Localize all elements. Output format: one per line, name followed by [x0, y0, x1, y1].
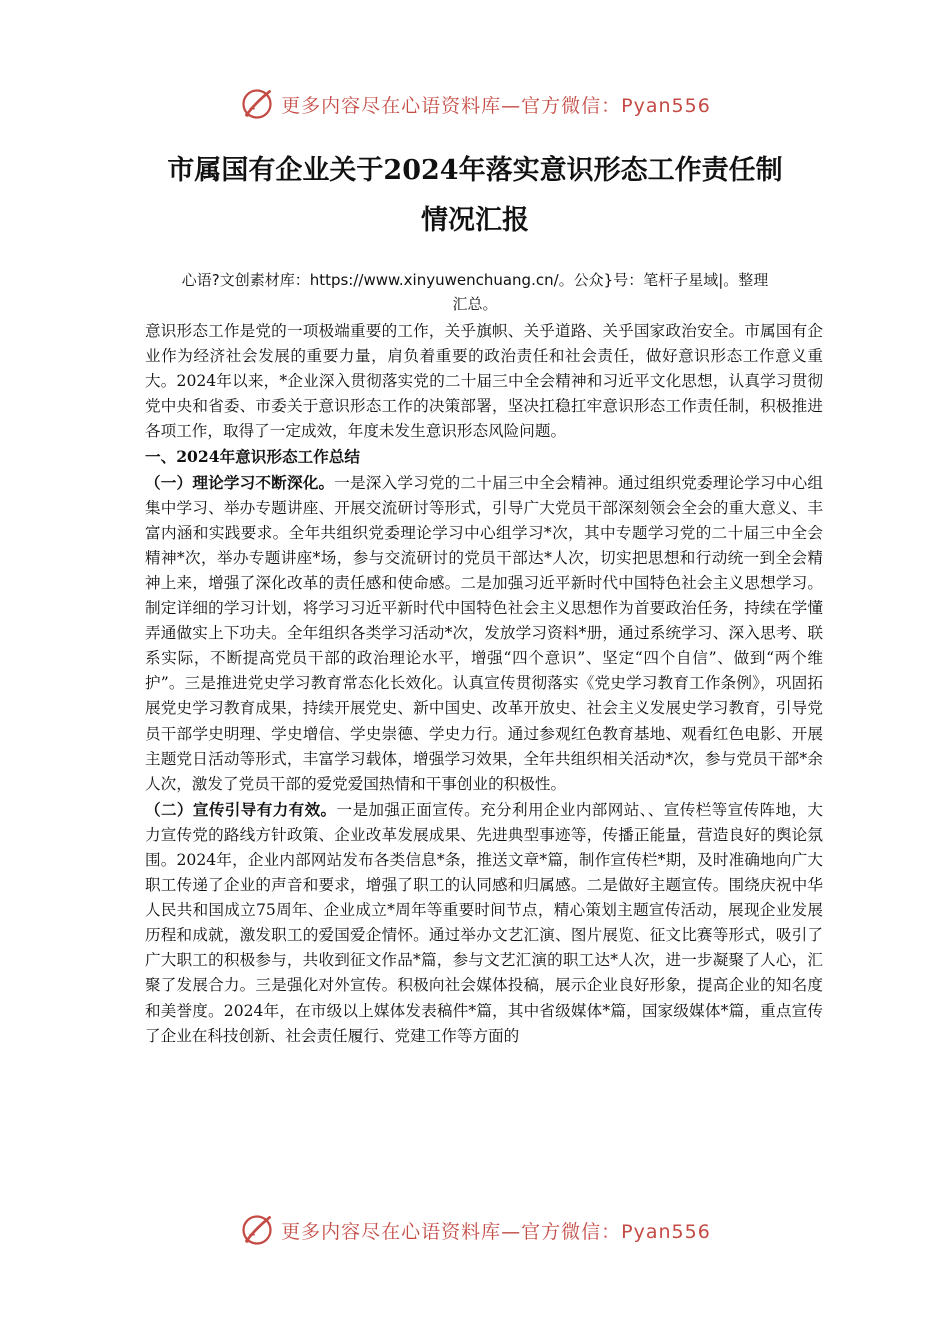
footer-banner [0, 1210, 950, 1250]
title-line-1: 市属国有企业关于2024年落实意识形态工作责任制 [167, 155, 783, 186]
subsection-1-heading: （一）理论学习不断深化。 [145, 472, 335, 492]
brush-pen-logo-icon [239, 86, 275, 122]
document-title [120, 146, 830, 246]
source-note [145, 268, 805, 316]
subsection-1-paragraph [145, 470, 823, 797]
subsection-2-paragraph [145, 797, 823, 1049]
intro-paragraph: 意识形态工作是党的一项极端重要的工作，关乎旗帜、关乎道路、关乎国家政治安全。市属国有企业作为经济社会发展的重要力量，肩负着重要的政治责任和社会责任，做好意识形态工作意义重大。2024年以来，*企业深入贯彻落实党的二十届三中全会精神和习近平文化思想，认真学习贯彻党中央和省委、市委关于意识形态工作的决策部署，坚决扛稳扛牢意识形态工作责任制，积极推进各项工作，取得了一定成效，年度未发生意识形态风险问题。 [145, 322, 823, 441]
header-banner [0, 84, 950, 124]
header-banner-text: 更多内容尽在心语资料库—官方微信：Pyan556 [281, 94, 711, 117]
footer-banner-text: 更多内容尽在心语资料库—官方微信：Pyan556 [281, 1220, 711, 1243]
subsection-2-heading: （二）宣传引导有力有效。 [145, 799, 337, 819]
title-line-2: 情况汇报 [421, 205, 529, 236]
section-1-heading: 一、2024年意识形态工作总结 [145, 447, 360, 467]
subsection-1-text: 一是深入学习党的二十届三中全会精神。通过组织党委理论学习中心组集中学习、举办专题讲座、开展交流研讨等形式，引导广大党员干部深刻领会全会的重大意义、丰富内涵和实践要求。全年共组织党委理论学习中心组学习*次，其中专题学习党的二十届三中全会精神*次，举办专题讲座*场，参与交流研讨的党员干部达*人次，切实把思想和行动统一到全会精神上来，增强了深化改革的责任感和使命感。二是加强习近平新时代中国特色社会主义思想学习。制定详细的学习计划，将学习习近平新时代中国特色社会主义思想作为首要政治任务，持续在学懂弄通做实上下功夫。全年组织各类学习活动*次，发放学习资料*册，通过系统学习、深入思考、联系实际，不断提高党员干部的政治理论水平，增强“四个意识”、坚定“四个自信”、做到“两个维护”。三是推进党史学习教育常态化长效化。认真宣传贯彻落实《党史学习教育工作条例》，巩固拓展党史学习教育成果，持续开展党史、新中国史、改革开放史、社会主义发展史学习教育，引导党员干部学史明理、学史增信、学史崇德、学史力行。通过参观红色教育基地、观看红色电影、开展主题党日活动等形式，丰富学习载体，增强学习效果，全年共组织相关活动*次，参与党员干部*余人次，激发了党员干部的爱党爱国热情和干事创业的积极性。 [145, 473, 823, 793]
source-line-2: 汇总。 [452, 295, 498, 313]
source-line-1: 心语?文创素材库：https://www.xinyuwenchuang.cn/。公众}号：笔杆子星域|。整理 [181, 271, 769, 289]
subsection-2-text: 一是加强正面宣传。充分利用企业内部网站、、宣传栏等宣传阵地，大力宣传党的路线方针政策、企业改革发展成果、先进典型事迹等，传播正能量，营造良好的舆论氛围。2024年，企业内部网站发布各类信息*条，推送文章*篇，制作宣传栏*期，及时准确地向广大职工传递了企业的声音和要求，增强了职工的认同感和归属感。二是做好主题宣传。围绕庆祝中华人民共和国成立75周年、企业成立*周年等重要时间节点，精心策划主题宣传活动，展现企业发展历程和成就，激发职工的爱国爱企情怀。通过举办文艺汇演、图片展览、征文比赛等形式，吸引了广大职工的积极参与，共收到征文作品*篇，参与文艺汇演的职工达*人次，进一步凝聚了人心，汇聚了发展合力。三是强化对外宣传。积极向社会媒体投稿，展示企业良好形象，提高企业的知名度和美誉度。2024年，在市级以上媒体发表稿件*篇，其中省级媒体*篇，国家级媒体*篇，重点宣传了企业在科技创新、社会责任履行、党建工作等方面的 [145, 800, 823, 1045]
document-body [145, 319, 823, 1049]
brush-pen-logo-icon [239, 1212, 275, 1248]
